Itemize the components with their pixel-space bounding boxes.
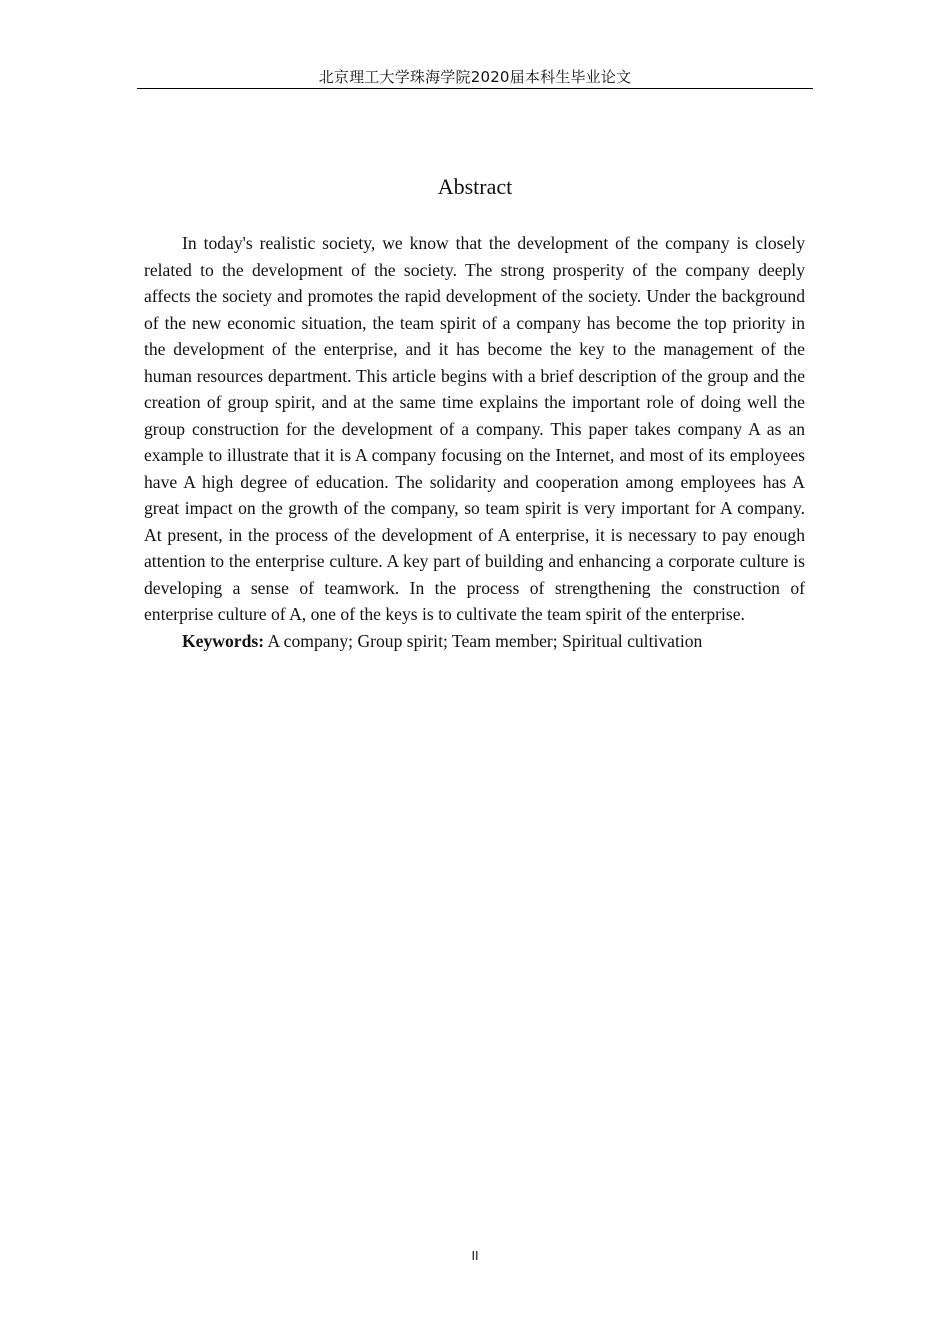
abstract-body bbox=[144, 230, 805, 654]
keywords-label: Keywords: bbox=[182, 630, 265, 651]
page-title: Abstract bbox=[437, 174, 513, 199]
page-header: 北京理工大学珠海学院2020届本科生毕业论文 bbox=[137, 66, 813, 89]
keywords-text: A company; Group spirit; Team member; Spiritual cultivation bbox=[267, 630, 703, 651]
page-number: II bbox=[471, 1249, 479, 1263]
keywords-line bbox=[144, 628, 805, 655]
abstract-paragraph: In today's realistic society, we know that the development of the company is closely related to the development of the society. The strong prosperity of the company deeply affects the society and promotes the rapid development of the society. Under the background of the new economic situation, the team spirit of a company has become the top priority in the development of the enterprise, and it has become the key to the management of the human resources department. This article begins with a brief description of the group and the creation of group spirit, and at the same time explains the important role of doing well the group construction for the development of a company. This paper takes company A as an example to illustrate that it is A company focusing on the Internet, and most of its employees have A high degree of education. The solidarity and cooperation among employees has A great impact on the growth of the company, so team spirit is very important for A company. At present, in the process of the development of A enterprise, it is necessary to pay enough attention to the enterprise culture. A key part of building and enhancing a corporate culture is developing a sense of teamwork. In the process of strengthening the construction of enterprise culture of A, one of the keys is to cultivate the team spirit of the enterprise. bbox=[144, 233, 805, 624]
